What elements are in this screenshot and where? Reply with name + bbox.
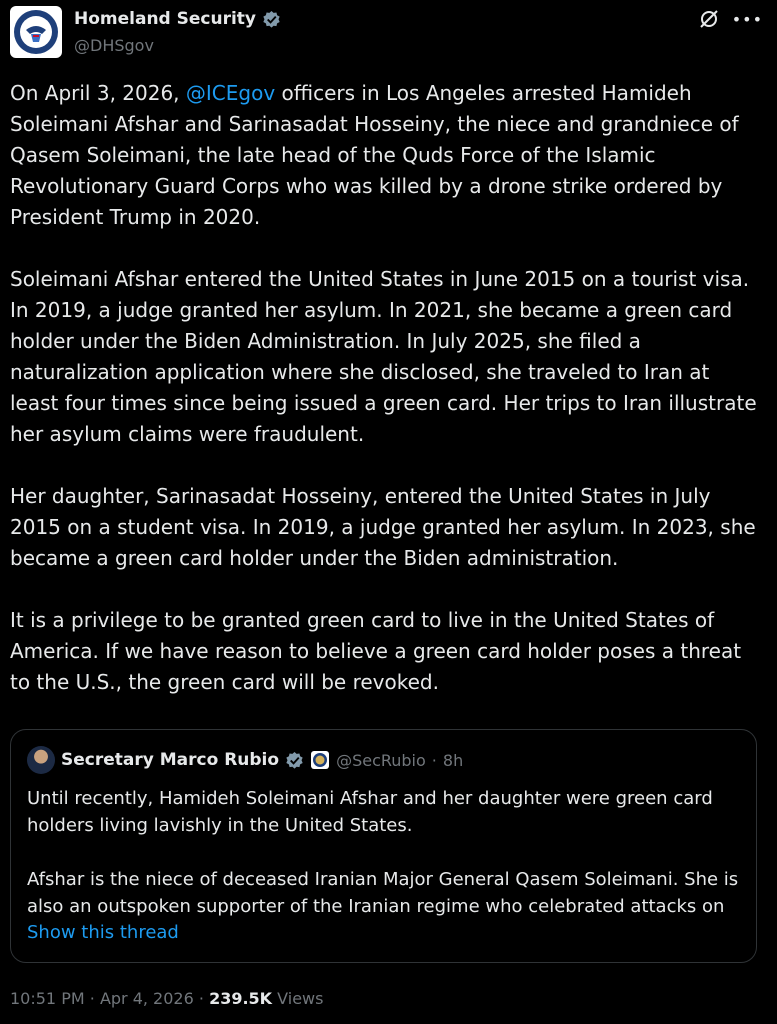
quote-paragraph-2: Afshar is the niece of deceased Iranian Major General Qasem Soleimani. She is also an outspoken supporter of the Iranian regime who celebrated attacks on (27, 869, 739, 917)
verified-badge-icon (285, 751, 304, 770)
tweet-text (10, 78, 760, 729)
views-count: 239.5K (209, 989, 273, 1008)
tweet-paragraph-2: Soleimani Afshar entered the United States in June 2015 on a tourist visa. In 2019, a judge granted her asylum. In 2021, she became a green card holder under the Biden Administration. In July 2025, she filed a naturalization application where she disclosed, she traveled to Iran at least four times since being issued a green card. Her trips to Iran illustrate her asylum claims were fraudulent. (10, 267, 757, 446)
separator: · (431, 750, 437, 770)
tweet-paragraph-4: It is a privilege to be granted green card to live in the United States of America. If we have reason to believe a green card holder poses a threat to the U.S., the green card will be revoked. (10, 608, 742, 694)
quote-time[interactable]: 8h (442, 750, 464, 770)
separator: · (89, 989, 95, 1008)
mention-link[interactable]: @ICEgov (185, 81, 276, 105)
tweet-paragraph-3: Her daughter, Sarinasadat Hosseiny, entered the United States in July 2015 on a student visa. In 2019, a judge granted her asylum. In 2023, she became a green card holder under the Biden administration. (10, 484, 756, 570)
more-icon[interactable]: ••• (731, 9, 763, 29)
grok-icon[interactable] (698, 8, 720, 30)
state-department-seal-icon (310, 750, 330, 770)
post-time[interactable]: 10:51 PM (10, 989, 85, 1008)
verified-badge-icon (262, 10, 281, 29)
tweet-header (10, 6, 767, 62)
quote-paragraph-1: Until recently, Hamideh Soleimani Afshar and her daughter were green card holders living lavishly in the United States. (27, 788, 713, 836)
author-name[interactable]: Homeland Security (74, 9, 257, 29)
dhs-seal-icon (12, 8, 60, 56)
views-label: Views (277, 989, 324, 1008)
tweet-meta (10, 989, 323, 1008)
quote-author-name[interactable]: Secretary Marco Rubio (61, 750, 280, 770)
post-date[interactable]: Apr 4, 2026 (99, 989, 194, 1008)
quote-author-handle[interactable]: @SecRubio (336, 750, 426, 770)
separator: · (198, 989, 204, 1008)
avatar[interactable] (10, 6, 62, 58)
quote-avatar[interactable] (27, 746, 55, 774)
show-thread-link[interactable]: Show this thread (27, 922, 179, 943)
author-handle[interactable]: @DHSgov (74, 36, 154, 55)
quoted-tweet[interactable] (10, 729, 757, 963)
tweet-paragraph-1: On April 3, 2026, @ICEgov officers in Los Angeles arrested Hamideh Soleimani Afshar and Sarinasadat Hosseiny, the niece and grandniece of Qasem Soleimani, the late head of the Quds Force of the Islamic Revolutionary Guard Corps who was killed by a drone strike ordered by President Trump in 2020. (10, 81, 739, 229)
